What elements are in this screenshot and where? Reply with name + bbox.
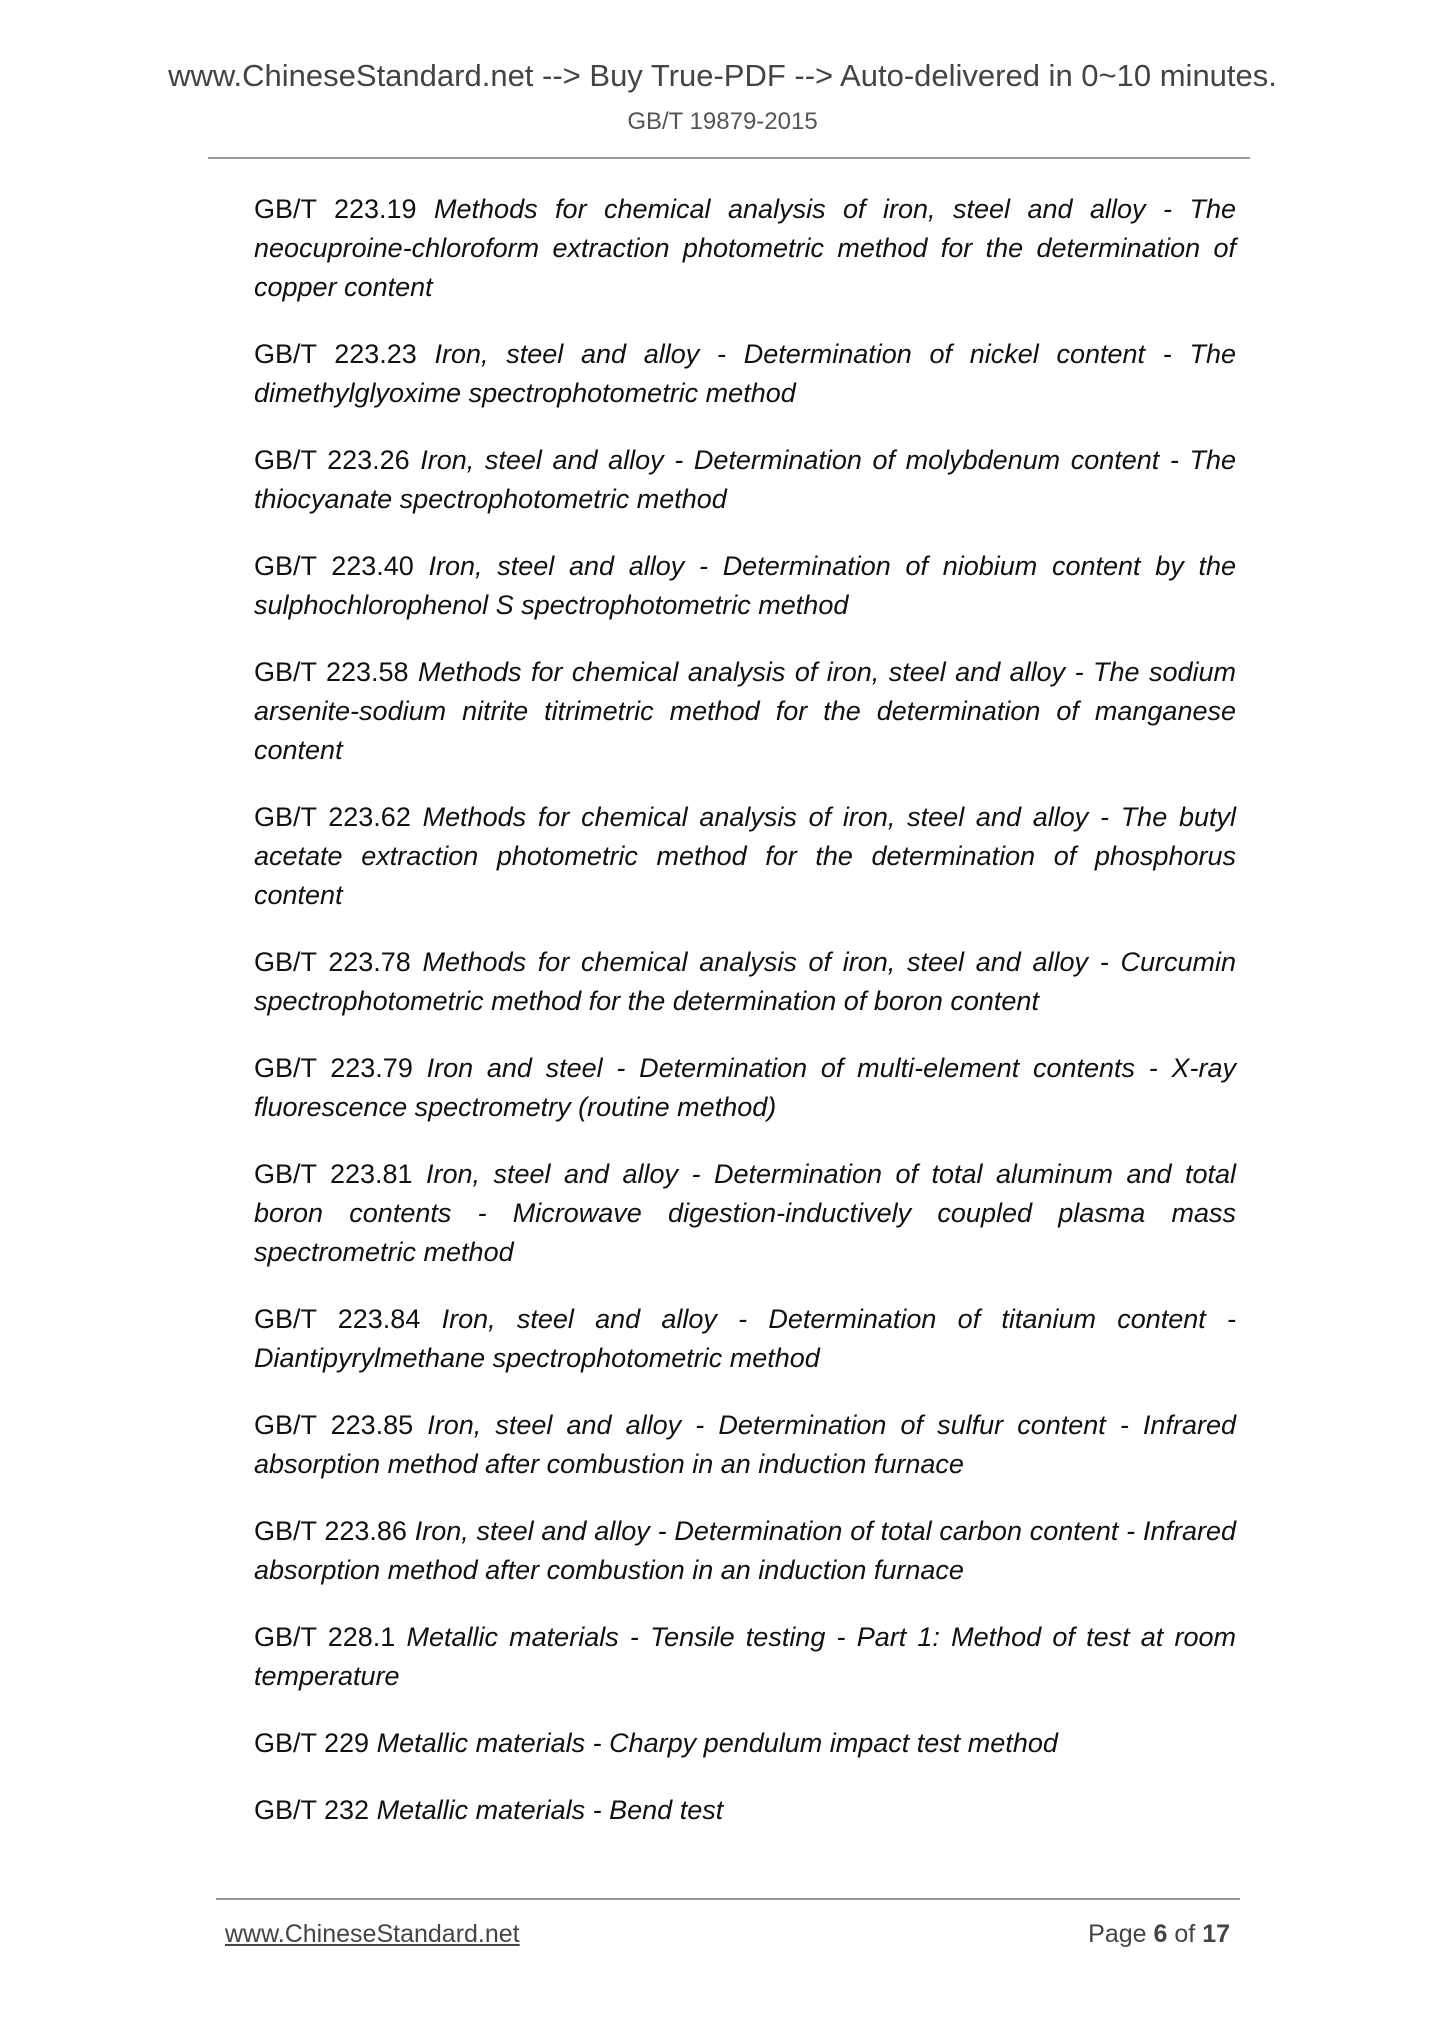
- header-banner: www.ChineseStandard.net --> Buy True-PDF --> Auto-delivered in 0~10 minutes.: [168, 58, 1277, 93]
- standard-code: GB/T 223.23: [254, 339, 417, 369]
- standard-code: GB/T 228.1: [254, 1622, 396, 1652]
- reference-entry: [254, 1512, 1236, 1590]
- reference-entry: [254, 1618, 1236, 1696]
- standard-code: GB/T 223.26: [254, 445, 410, 475]
- standard-title: Methods for chemical analysis of iron, steel and alloy - The butyl acetate extraction photometric method for the determination of phosphorus content: [254, 802, 1236, 910]
- standard-title: Methods for chemical analysis of iron, steel and alloy - The neocuproine-chloroform extraction photometric method for the determination of copper content: [254, 194, 1236, 302]
- reference-entry: [254, 441, 1236, 519]
- references-list: [254, 190, 1236, 1858]
- reference-entry: [254, 1049, 1236, 1127]
- reference-entry: [254, 653, 1236, 770]
- reference-entry: [254, 1155, 1236, 1272]
- standard-code: GB/T 223.58: [254, 657, 409, 687]
- standard-title: Iron, steel and alloy - Determination of total carbon content - Infrared absorption method after combustion in an induction furnace: [254, 1516, 1236, 1585]
- standard-code: GB/T 229: [254, 1728, 370, 1758]
- reference-entry: [254, 547, 1236, 625]
- standard-code: GB/T 223.19: [254, 194, 417, 224]
- current-page: 6: [1153, 1920, 1168, 1948]
- standard-code: GB/T 223.86: [254, 1516, 407, 1546]
- reference-entry: [254, 798, 1236, 915]
- standard-title: Iron, steel and alloy - Determination of sulfur content - Infrared absorption method after combustion in an induction furnace: [254, 1410, 1236, 1479]
- footer-divider: [216, 1898, 1240, 1900]
- reference-entry: [254, 1791, 1236, 1830]
- standard-title: Metallic materials - Tensile testing - Part 1: Method of test at room temperature: [254, 1622, 1236, 1691]
- standard-code: GB/T 223.84: [254, 1304, 421, 1334]
- page-label: Page: [1088, 1920, 1147, 1948]
- standard-code: GB/T 223.62: [254, 802, 411, 832]
- standard-title: Iron, steel and alloy - Determination of titanium content - Diantipyrylmethane spectrophotometric method: [254, 1304, 1236, 1373]
- standard-title: Methods for chemical analysis of iron, steel and alloy - The sodium arsenite-sodium nitrite titrimetric method for the determination of manganese content: [254, 657, 1236, 765]
- reference-entry: [254, 1300, 1236, 1378]
- standard-title: Iron, steel and alloy - Determination of molybdenum content - The thiocyanate spectrophotometric method: [254, 445, 1236, 514]
- standard-title: Iron, steel and alloy - Determination of niobium content by the sulphochlorophenol S spectrophotometric method: [254, 551, 1236, 620]
- standard-title: Iron, steel and alloy - Determination of nickel content - The dimethylglyoxime spectrophotometric method: [254, 339, 1236, 408]
- reference-entry: [254, 1406, 1236, 1484]
- reference-entry: [254, 943, 1236, 1021]
- standard-code: GB/T 223.79: [254, 1053, 413, 1083]
- standard-title: Iron and steel - Determination of multi-element contents - X-ray fluorescence spectrometry (routine method): [254, 1053, 1236, 1122]
- header-divider: [208, 157, 1250, 159]
- reference-entry: [254, 335, 1236, 413]
- document-id: GB/T 19879-2015: [627, 108, 818, 135]
- footer-website-link[interactable]: www.ChineseStandard.net: [225, 1920, 520, 1948]
- page-indicator: [1088, 1920, 1230, 1949]
- standard-title: Iron, steel and alloy - Determination of total aluminum and total boron contents - Microwave digestion-inductively coupled plasma mass spectrometric method: [254, 1159, 1236, 1267]
- total-pages: 17: [1202, 1920, 1230, 1948]
- reference-entry: [254, 190, 1236, 307]
- standard-code: GB/T 223.40: [254, 551, 414, 581]
- standard-title: Metallic materials - Bend test: [376, 1795, 724, 1825]
- standard-title: Methods for chemical analysis of iron, steel and alloy - Curcumin spectrophotometric method for the determination of boron content: [254, 947, 1236, 1016]
- standard-title: Metallic materials - Charpy pendulum impact test method: [376, 1728, 1058, 1758]
- standard-code: GB/T 223.85: [254, 1410, 414, 1440]
- standard-code: GB/T 223.78: [254, 947, 411, 977]
- standard-code: GB/T 232: [254, 1795, 370, 1825]
- of-label: of: [1174, 1920, 1196, 1948]
- reference-entry: [254, 1724, 1236, 1763]
- standard-code: GB/T 223.81: [254, 1159, 413, 1189]
